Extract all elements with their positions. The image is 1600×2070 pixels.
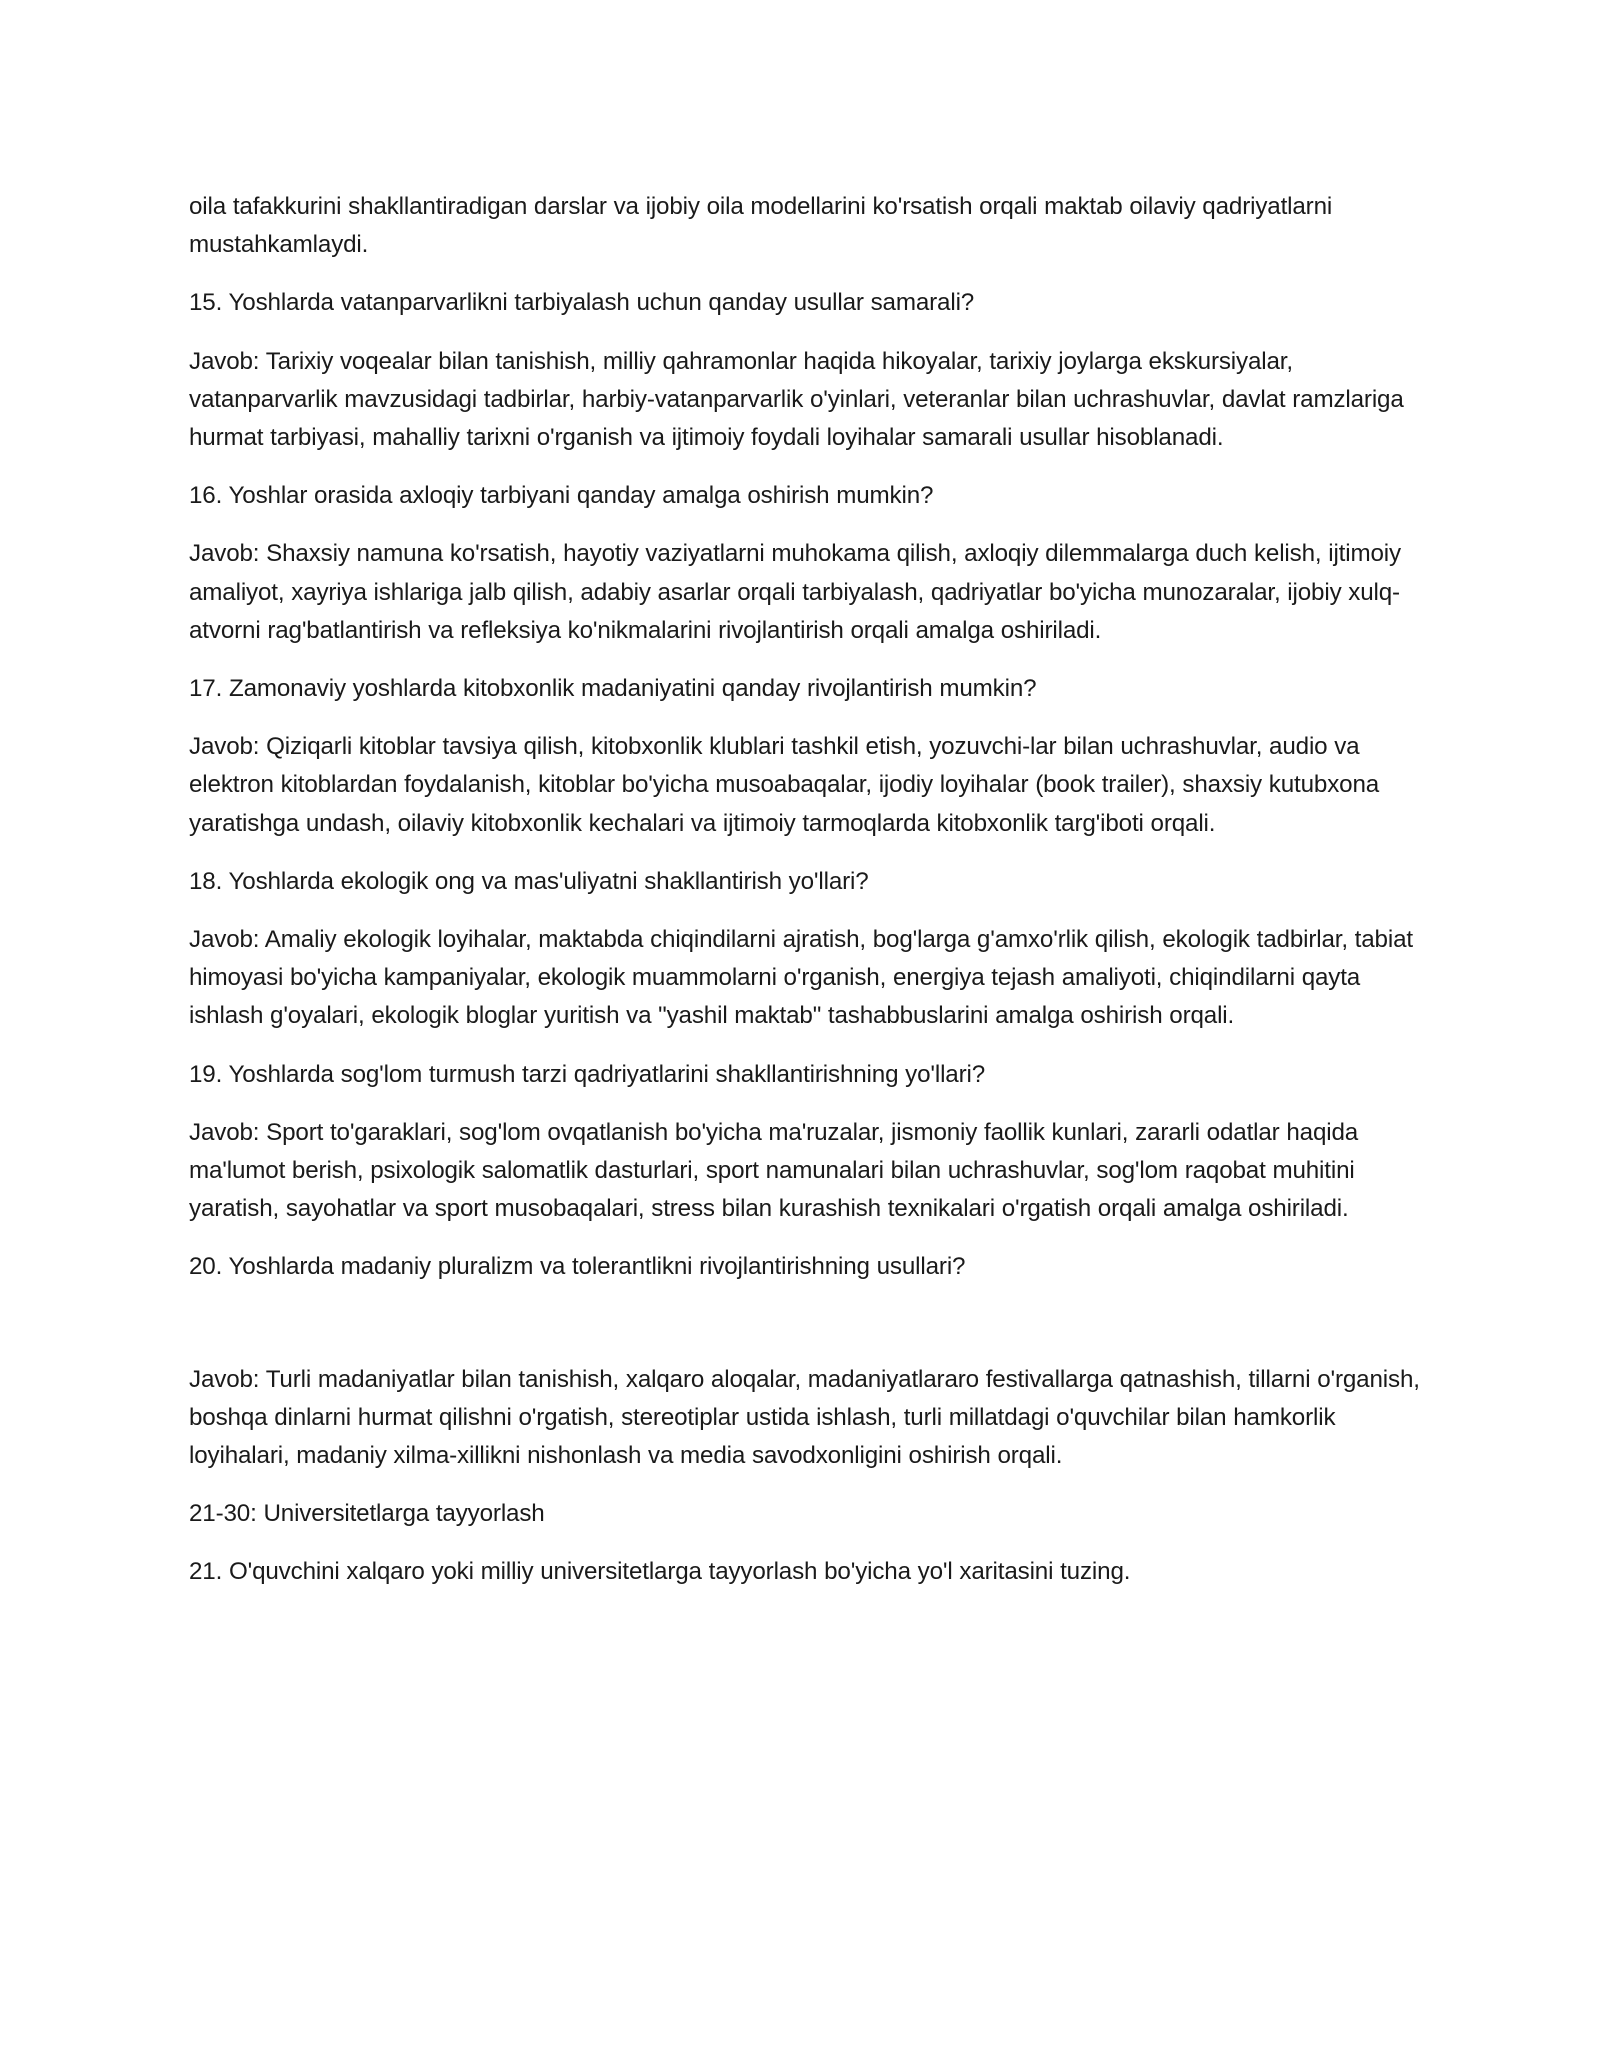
question-15: 15. Yoshlarda vatanparvarlikni tarbiyalash uchun qanday usullar samarali? <box>189 289 975 317</box>
answer-18: Javob: Amaliy ekologik loyihalar, maktabda chiqindilarni ajratish, bog'larga g'amxo'rlik qilish, ekologik tadbirlar, tabiat himoyasi bo'yicha kampaniyalar, ekologik muammolarni o'rganish, energiya tejash amaliyoti, chiqindilarni qayta ishlash g'oyalari, ekologik bloglar yuritish va "yashil maktab" tashabbuslarini amalga oshirish orqali. <box>189 926 1413 1030</box>
answer-19: Javob: Sport to'garaklari, sog'lom ovqatlanish bo'yicha ma'ruzalar, jismoniy faollik kunlari, zararli odatlar haqida ma'lumot berish, psixologik salomatlik dasturlari, sport namunalari bilan uchrashuvlar, sog'lom raqobat muhitini yaratish, sayohatlar va sport musobaqalari, stress bilan kurashish texnikalari o'rgatish orqali amalga oshiriladi. <box>189 1118 1359 1223</box>
answer-20: Javob: Turli madaniyatlar bilan tanishish, xalqaro aloqalar, madaniyatlararo festivallarga qatnashish, tillarni o'rganish, boshqa dinlarni hurmat qilishni o'rgatish, stereotiplar ustida ishlash, turli millatdagi o'quvchilar bilan hamkorlik loyihalari, madaniy xilma-xillikni nishonlash va media savodxonligini oshirish orqali. <box>189 1365 1420 1470</box>
section-heading-21-30: 21-30: Universitetlarga tayyorlash <box>189 1500 545 1528</box>
answer-14-continuation: oila tafakkurini shakllantiradigan darslar va ijobiy oila modellarini ko'rsatish orqali maktab oilaviy qadriyatlarni mustahkamlaydi. <box>189 193 1333 259</box>
document-page <box>189 188 1429 1612</box>
answer-15: Javob: Tarixiy voqealar bilan tanishish, milliy qahramonlar haqida hikoyalar, tarixiy joylarga ekskursiyalar, vatanparvarlik mavzusidagi tadbirlar, harbiy-vatanparvarlik o'yinlari, veteranlar bilan uchrashuvlar, davlat ramzlariga hurmat tarbiyasi, mahalliy tarixni o'rganish va ijtimoiy foydali loyihalar samarali usullar hisoblanadi. <box>189 347 1404 452</box>
question-21: 21. O'quvchini xalqaro yoki milliy universitetlarga tayyorlash bo'yicha yo'l xaritasini tuzing. <box>189 1558 1131 1586</box>
question-19: 19. Yoshlarda sog'lom turmush tarzi qadriyatlarini shakllantirishning yo'llari? <box>189 1060 986 1088</box>
question-16: 16. Yoshlar orasida axloqiy tarbiyani qanday amalga oshirish mumkin? <box>189 482 934 510</box>
question-17: 17. Zamonaviy yoshlarda kitobxonlik madaniyatini qanday rivojlantirish mumkin? <box>189 675 1037 703</box>
question-18: 18. Yoshlarda ekologik ong va mas'uliyatni shakllantirish yo'llari? <box>189 867 869 895</box>
answer-16: Javob: Shaxsiy namuna ko'rsatish, hayotiy vaziyatlarni muhokama qilish, axloqiy dilemmalarga duch kelish, ijtimoiy amaliyot, xayriya ishlariga jalb qilish, adabiy asarlar orqali tarbiyalash, qadriyatlar bo'yicha munozaralar, ijobiy xulq-atvorni rag'batlantirish va refleksiya ko'nikmalarini rivojlantirish orqali amalga oshiriladi. <box>189 540 1401 644</box>
question-20: 20. Yoshlarda madaniy pluralizm va tolerantlikni rivojlantirishning usullari? <box>189 1253 966 1281</box>
answer-17: Javob: Qiziqarli kitoblar tavsiya qilish, kitobxonlik klublari tashkil etish, yozuvchi-lar bilan uchrashuvlar, audio va elektron kitoblardan foydalanish, kitoblar bo'yicha musoabaqalar, ijodiy loyihalar (book trailer), shaxsiy kutubxona yaratishga undash, oilaviy kitobxonlik kechalari va ijtimoiy tarmoqlarda kitobxonlik targ'iboti orqali. <box>189 733 1380 837</box>
